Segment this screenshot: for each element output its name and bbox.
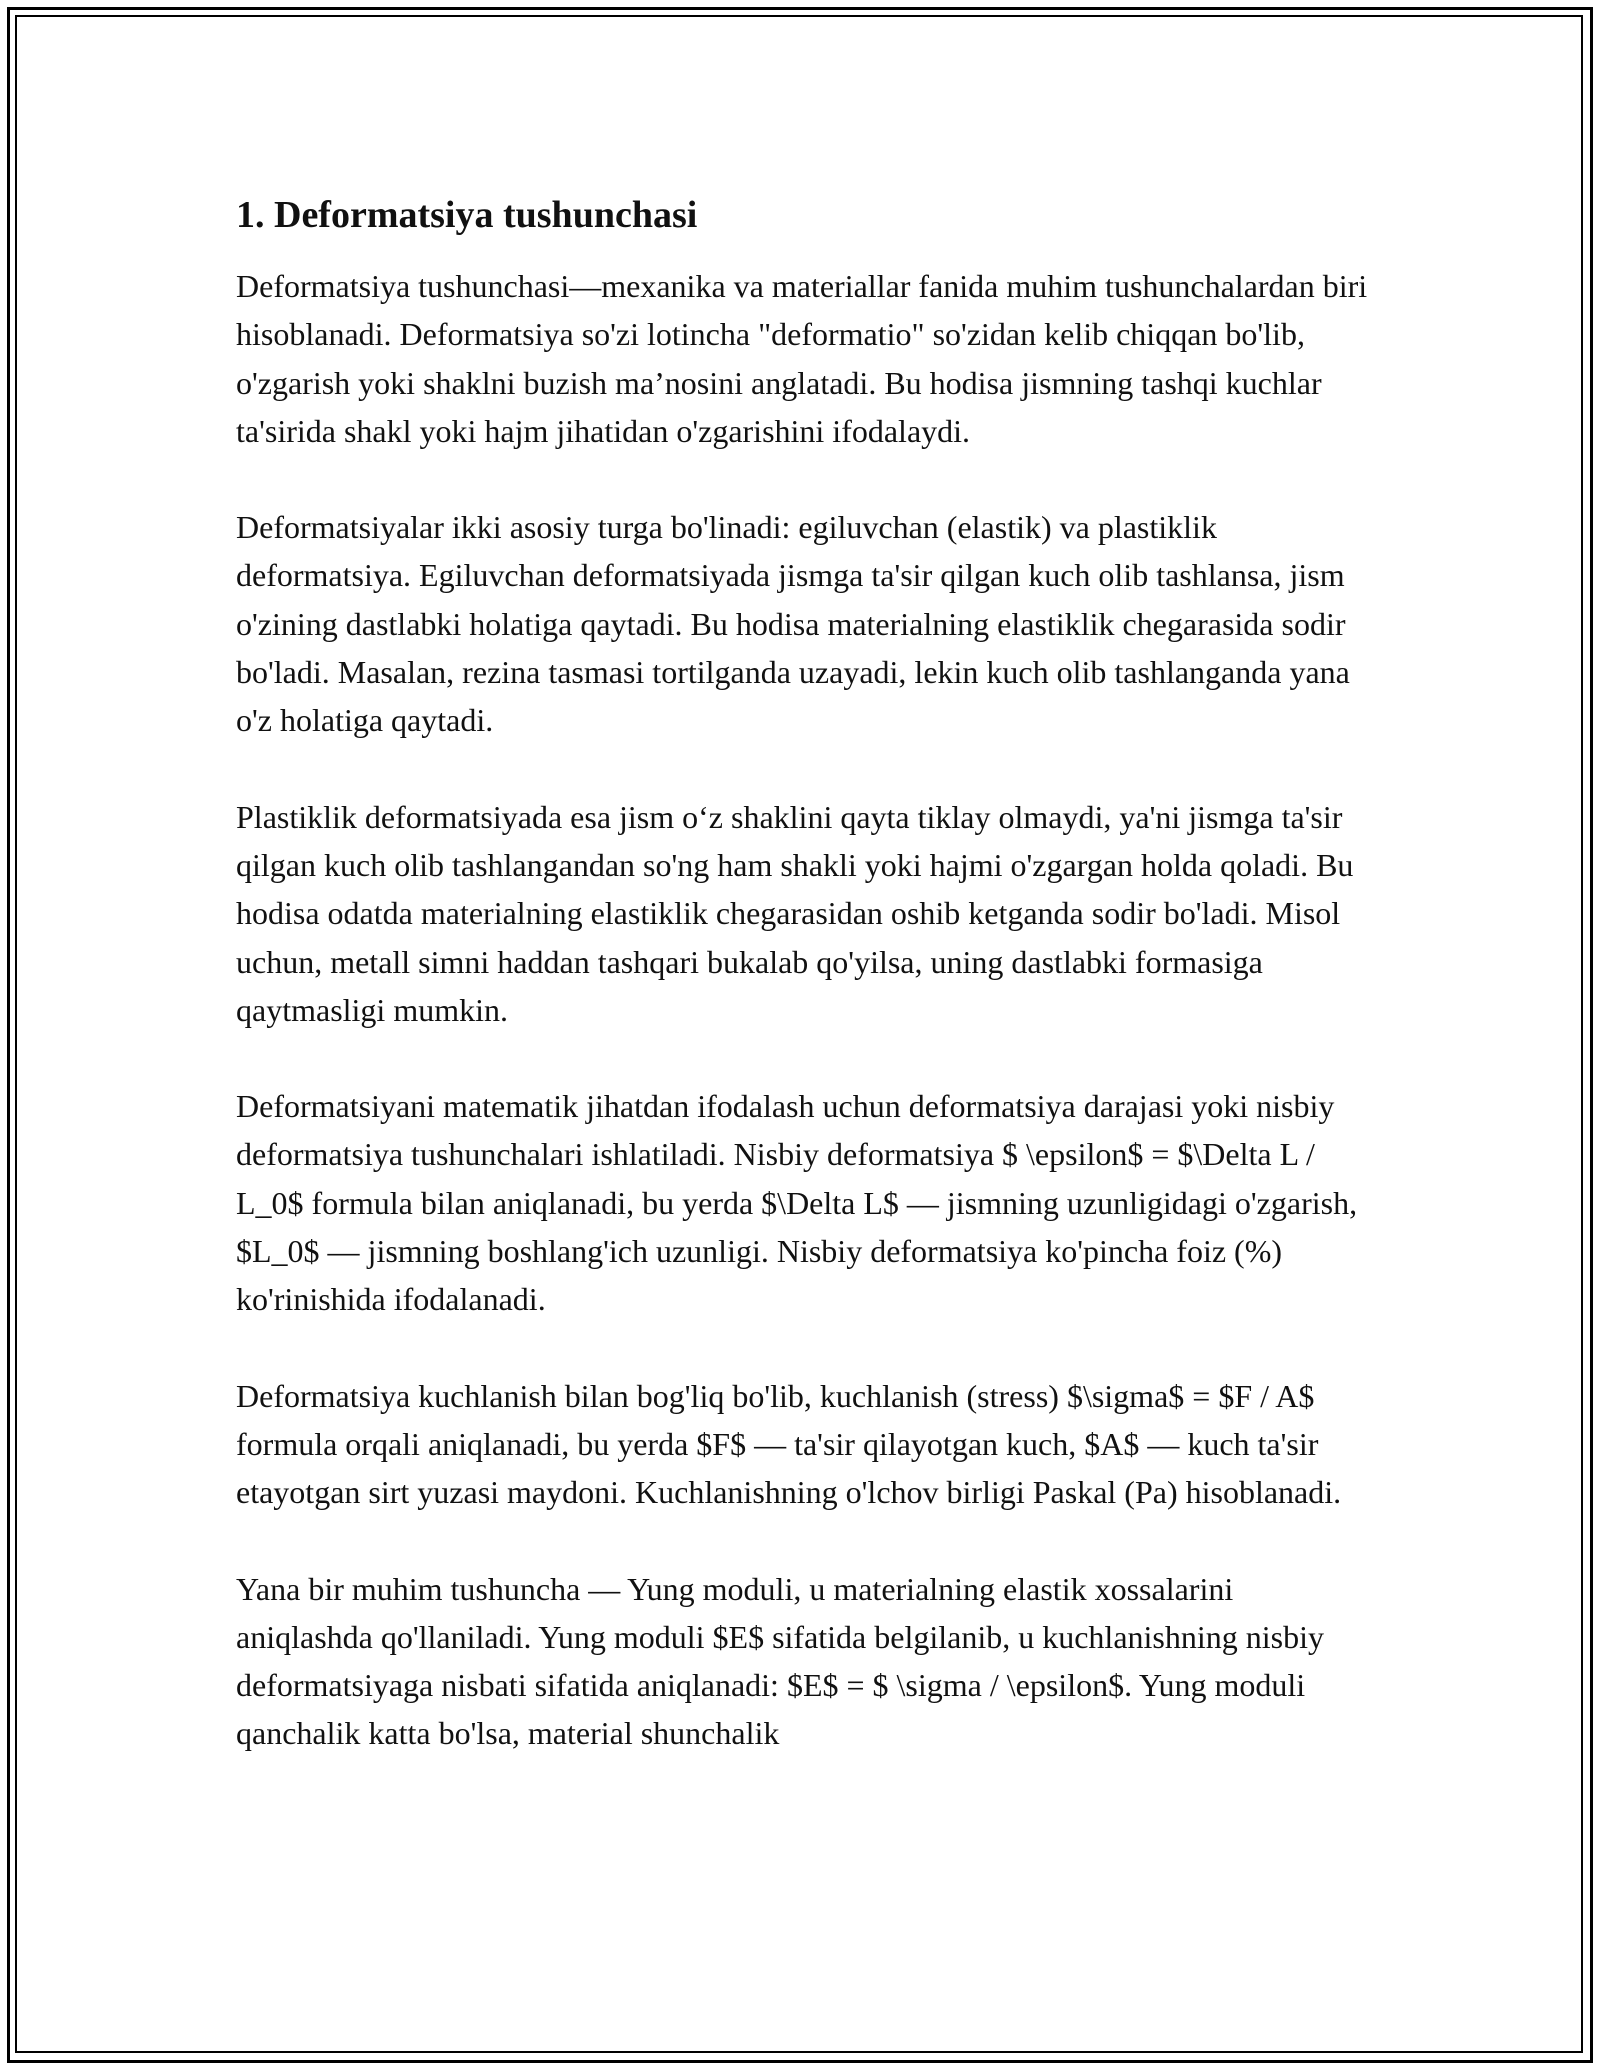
section-heading: 1. Deformatsiya tushunchasi xyxy=(236,194,698,236)
paragraph-plastic: Plastiklik deformatsiyada esa jism o‘z shaklini qayta tiklay olmaydi, ya'ni jismga ta'sir qilgan kuch olib tashlangandan so'ng ham shakli yoki hajmi o'zgargan holda qoladi. Bu hodisa odatda materialning elastiklik chegarasidan oshib ketganda sodir bo'ladi. Misol uchun, metall simni haddan tashqari bukalab qo'yilsa, uning dastlabki formasiga qaytmasligi mumkin. xyxy=(236,798,1354,1028)
paragraph-relative-strain: Deformatsiyani matematik jihatdan ifodalash uchun deformatsiya darajasi yoki nisbiy deformatsiya tushunchalari ishlatiladi. Nisbiy deformatsiya $ \epsilon$ = $\Delta L / L_0$ formula bilan aniqlanadi, bu yerda $\Delta L$ — jismning uzunligidagi o'zgarish, $L_0$ — jismning boshlang'ich uzunligi. Nisbiy deformatsiya ko'pincha foiz (%) ko'rinishida ifodalanadi. xyxy=(236,1088,1358,1318)
document-body xyxy=(236,190,1376,1806)
paragraph-types: Deformatsiyalar ikki asosiy turga bo'linadi: egiluvchan (elastik) va plastiklik deformatsiya. Egiluvchan deformatsiyada jismga ta'sir qilgan kuch olib tashlansa, jism o'zining dastlabki holatiga qaytadi. Bu hodisa materialning elastiklik chegarasida sodir bo'ladi. Masalan, rezina tasmasi tortilganda uzayadi, lekin kuch olib tashlanganda yana o'z holatiga qaytadi. xyxy=(236,509,1350,739)
paragraph-young-modulus: Yana bir muhim tushuncha — Yung moduli, u materialning elastik xossalarini aniqlashda qo'llaniladi. Yung moduli $E$ sifatida belgilanib, u kuchlanishning nisbiy deformatsiyaga nisbati sifatida aniqlanadi: $E$ = $ \sigma / \epsilon$. Yung moduli qanchalik katta bo'lsa, material shunchalik xyxy=(236,1570,1324,1752)
paragraph-stress: Deformatsiya kuchlanish bilan bog'liq bo'lib, kuchlanish (stress) $\sigma$ = $F / A$ formula orqali aniqlanadi, bu yerda $F$ — ta'sir qilayotgan kuch, $A$ — kuch ta'sir etayotgan sirt yuzasi maydoni. Kuchlanishning o'lchov birligi Paskal (Pa) hisoblanadi. xyxy=(236,1377,1342,1511)
paragraph-definition: Deformatsiya tushunchasi—mexanika va materiallar fanida muhim tushunchalardan biri hisoblanadi. Deformatsiya so'zi lotincha "deformatio" so'zidan kelib chiqqan bo'lib, o'zgarish yoki shaklni buzish ma’nosini anglatadi. Bu hodisa jismning tashqi kuchlar ta'sirida shakl yoki hajm jihatidan o'zgarishini ifodalaydi. xyxy=(236,268,1368,449)
